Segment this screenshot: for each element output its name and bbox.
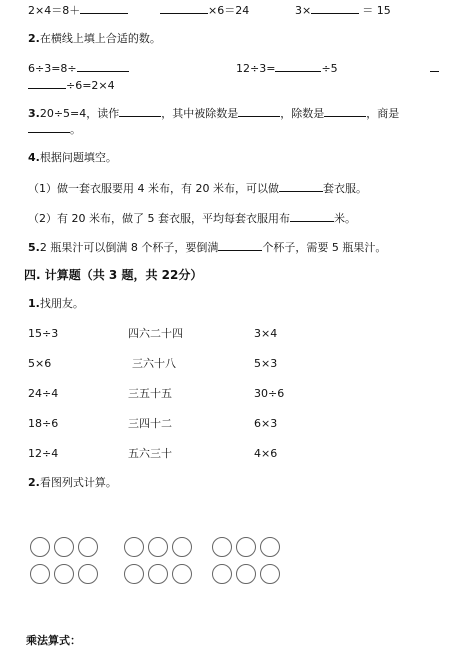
question-2-item-c: ÷6=2×4: [28, 77, 115, 93]
circle: [124, 537, 144, 557]
circle: [148, 537, 168, 557]
top-expression-a: 2×4＝8＋: [28, 2, 128, 18]
top-expression-c: 3× ＝ 15: [295, 4, 391, 17]
question-2-item-c-start: [430, 60, 439, 76]
blank-1[interactable]: [80, 2, 128, 14]
blank-10[interactable]: [324, 105, 366, 117]
circle: [30, 537, 50, 557]
question-2-item-a: 6÷3=8÷: [28, 60, 129, 76]
match-left-1: 15÷3: [28, 327, 59, 340]
question-3: 3.20÷5=4，读作 ，其中被除数是 ，除数是 ，商是: [28, 107, 400, 120]
question-4-heading: 4.根据问题填空。: [28, 151, 117, 164]
match-mid-4: 三四十二: [128, 417, 172, 430]
circle: [236, 537, 256, 557]
match-mid-2: 三六十八: [132, 357, 176, 370]
blank-3[interactable]: [311, 2, 359, 14]
match-right-1: 3×4: [254, 327, 278, 340]
question-3-cont: 。: [28, 121, 81, 137]
circle: [236, 564, 256, 584]
circle: [78, 537, 98, 557]
blank-11[interactable]: [28, 121, 70, 133]
calc-1-heading: 1.找朋友。: [28, 297, 84, 310]
blank-14[interactable]: [218, 239, 262, 251]
circle: [212, 537, 232, 557]
circle: [172, 564, 192, 584]
match-right-4: 6×3: [254, 417, 278, 430]
match-left-3: 24÷4: [28, 387, 59, 400]
match-mid-1: 四六二十四: [128, 327, 183, 340]
circle: [148, 564, 168, 584]
match-right-3: 30÷6: [254, 387, 285, 400]
circle: [172, 537, 192, 557]
match-left-4: 18÷6: [28, 417, 59, 430]
blank-7[interactable]: [28, 77, 66, 89]
multiplication-answer-label: 乘法算式：: [26, 634, 81, 647]
blank-2[interactable]: [160, 2, 208, 14]
circle: [78, 564, 98, 584]
circle: [212, 564, 232, 584]
section-4-heading: 四. 计算题（共 3 题，共 22分）: [24, 268, 203, 282]
circle: [124, 564, 144, 584]
match-left-2: 5×6: [28, 357, 52, 370]
top-expression-b: ×6＝24: [160, 2, 249, 18]
blank-12[interactable]: [279, 180, 323, 192]
match-mid-3: 三五十五: [128, 387, 172, 400]
question-5: 5.2 瓶果汁可以倒满 8 个杯子，要倒满 个杯子，需要 5 瓶果汁。: [28, 241, 387, 254]
question-2-heading: 2.在横线上填上合适的数。: [28, 32, 161, 45]
circle: [260, 537, 280, 557]
match-left-5: 12÷4: [28, 447, 59, 460]
blank-8[interactable]: [119, 105, 161, 117]
blank-13[interactable]: [290, 210, 334, 222]
blank-9[interactable]: [238, 105, 280, 117]
blank-5[interactable]: [275, 60, 321, 72]
circle: [54, 537, 74, 557]
calc-2-heading: 2.看图列式计算。: [28, 476, 117, 489]
match-right-5: 4×6: [254, 447, 278, 460]
match-mid-5: 五六三十: [128, 447, 172, 460]
question-2-item-b: 12÷3= ÷5: [236, 62, 338, 75]
question-4-sub-1: （1）做一套衣服要用 4 米布，有 20 米布，可以做 套衣服。: [28, 182, 367, 195]
blank-6[interactable]: [430, 60, 439, 72]
circle: [260, 564, 280, 584]
circle: [30, 564, 50, 584]
blank-4[interactable]: [77, 60, 129, 72]
circle: [54, 564, 74, 584]
match-right-2: 5×3: [254, 357, 278, 370]
question-4-sub-2: （2）有 20 米布，做了 5 套衣服，平均每套衣服用布 米。: [28, 212, 356, 225]
